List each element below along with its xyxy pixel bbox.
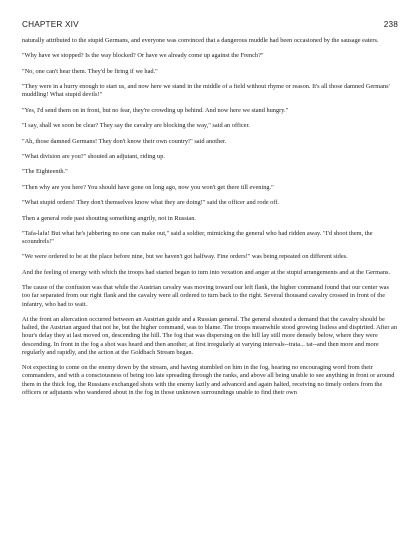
page-number: 238 [383,20,398,29]
paragraph: At the front an altercation occurred between an Austrian guide and a Russian general. The general shouted a demand that the cavalry should be halted, the Austrian argued that not he, but the higher command, was to blame. The troops meanwhile stood growing listless and dispirited. After an hour's delay they at last moved on, descending the hill. The fog that was dispersing on the hill lay still more densely below, where they were descending. In front in the fog a shot was heard and then another, at first irregularly at varying intervals--trata... tat--and then more and more regularly and rapidly, and the action at the Goldbach Stream began. [22,316,398,356]
paragraph: "I say, shall we soon be clear? They say the cavalry are blocking the way," said an officer. [22,122,250,130]
paragraph: "Ah, those damned Germans! They don't know their own country!" said another. [22,137,227,145]
page-header [22,20,398,29]
paragraph: naturally attributed to the stupid Germans, and everyone was convinced that a dangerous muddle had been occasioned by the sausage eaters. [22,37,379,44]
paragraph: "We were ordered to be at the place before nine, but we haven't got halfway. Fine orders!" was being repeated on different sides. [22,253,348,261]
paragraph: "Why have we stopped? Is the way blocked? Or have we already come up against the French?" [22,52,264,60]
paragraph: Not expecting to come on the enemy down by the stream, and having stumbled on him in the fog, hearing no encouraging word from their commanders, and with a consciousness of being too late spreading through the ranks, and above all being unable to see anything in front or around them in the thick fog, the Russians exchanged shots with the enemy lazily and advanced and again halted, receiving no timely orders from the officers or adjutants who wandered about in the fog in those unknown surroundings unable to find their own [22,364,395,396]
paragraph: "Tafa-lafa! But what he's jabbering no one can make out," said a soldier, mimicking the general who had ridden away. "I'd shoot them, the scoundrels!" [22,229,373,246]
paragraph: "The Eighteenth." [22,168,68,176]
paragraph: Then a general rode past shouting something angrily, not in Russian. [22,214,197,222]
paragraph: And the feeling of energy with which the troops had started began to turn into vexation and anger at the stupid arrangements and at the Germans. [22,268,391,276]
paragraph: "What division are you?" shouted an adjutant, riding up. [22,152,165,160]
paragraph: The cause of the confusion was that while the Austrian cavalry was moving toward our left flank, the higher command found that our center was too far separated from our right flank and the cavalry were all ordered to turn back to the right. Several thousand cavalry crossed in front of the infantry, who had to wait. [22,284,389,308]
paragraph: "What stupid orders! They don't themselves know what they are doing!" said the officer and rode off. [22,199,280,207]
chapter-title: CHAPTER XIV [22,20,79,29]
body-text [22,37,398,397]
paragraph: "Then why are you here? You should have gone on long ago, now you won't get there till evening." [22,183,274,191]
paragraph: "No, one can't hear them. They'd be firing if we had." [22,67,158,75]
paragraph: "Yes, I'd send them on in front, but no fear, they're crowding up behind. And now here we stand hungry." [22,106,289,114]
paragraph: "They were in a hurry enough to start us, and now here we stand in the middle of a field without rhyme or reason. It's all those damned Germans' muddling! What stupid devils!" [22,83,390,99]
